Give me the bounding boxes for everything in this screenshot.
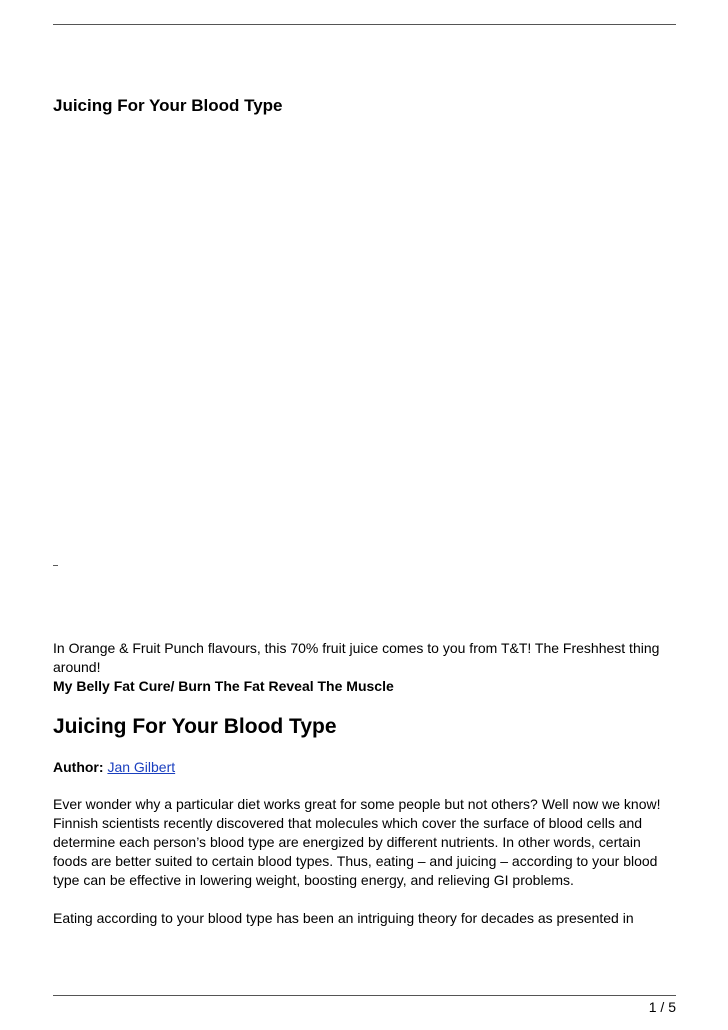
author-line [53,758,678,777]
image-caption [53,639,678,696]
caption-bold-line: My Belly Fat Cure/ Burn The Fat Reveal The Muscle [53,678,394,694]
page-number: 1 / 5 [648,999,676,1015]
body-paragraph: Eating according to your blood type has been an intriguing theory for decades as presented in [53,910,634,926]
image-placeholder-mark [53,565,58,566]
body-paragraph: Ever wonder why a particular diet works great for some people but not others? Well now we know! Finnish scientists recently discovered that molecules which cover the surface of blood cells and determine each person’s blood type are energized by different nutrients. In other words, certain foods are better suited to certain blood types. Thus, eating – and juicing – according to your blood type can be effective in lowering weight, boosting energy, and relieving GI problems. [53,796,661,888]
footer-rule [53,995,676,996]
header-rule [53,24,676,25]
document-title: Juicing For Your Blood Type [53,96,283,115]
article-title: Juicing For Your Blood Type [53,715,337,738]
caption-text: In Orange & Fruit Punch flavours, this 70% fruit juice comes to you from T&T! The Freshhest thing around! [53,640,660,675]
author-link[interactable]: Jan Gilbert [107,759,176,775]
author-label: Author: [53,759,104,775]
article-body [53,795,678,947]
